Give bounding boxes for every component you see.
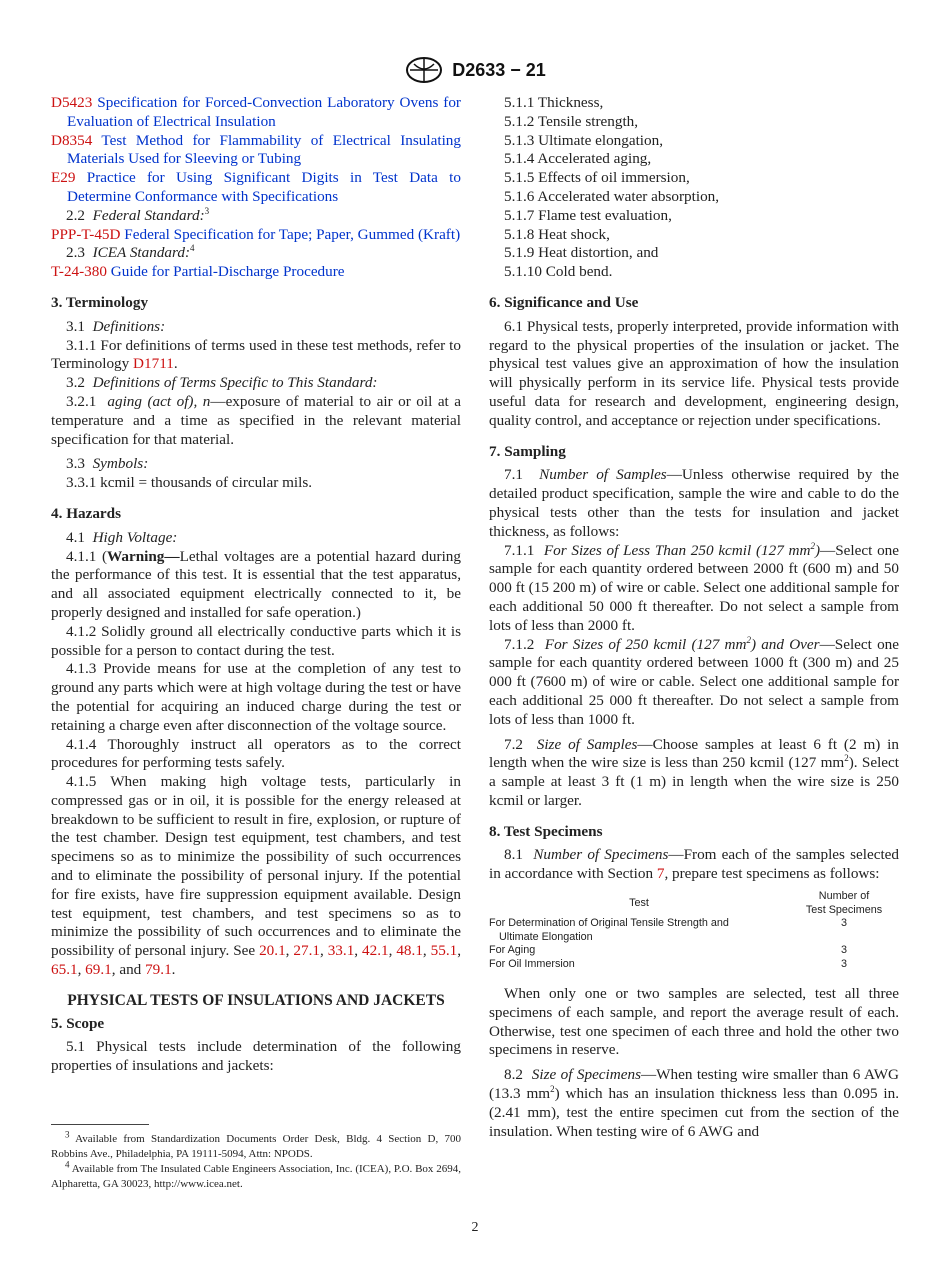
- scope-item: 5.1.6 Accelerated water absorption,: [504, 187, 720, 205]
- para-4-1-4: 4.1.4 Thoroughly instruct all operators as to the correct procedures for performing tests safely.: [51, 735, 461, 772]
- section-heading-test-specimens: 8. Test Specimens: [489, 822, 603, 840]
- xref-link[interactable]: 55.1: [430, 942, 458, 960]
- reference-e29: E29 Practice for Using Significant Digits in Test Data to Determine Conformance with Specifications: [51, 169, 461, 205]
- xref-link-section-7[interactable]: 7: [656, 865, 665, 883]
- para-8-2: 8.2 Size of Specimens—When testing wire smaller than 6 AWG (13.3 $mm^2$) which has an insulation thickness less than 0.095 in. (2.41 mm), test the entire specimen cut from the section of the insulation. When testing wire of 6 AWG and: [489, 1066, 899, 1140]
- specimen-table: [489, 890, 899, 971]
- xref-link[interactable]: 33.1: [327, 942, 355, 960]
- reference-code[interactable]: PPP-T-45D: [51, 225, 121, 243]
- astm-logo-icon: [404, 56, 444, 84]
- para-3-2-1: 3.2.1 aging (act of), n—exposure of material to air or oil at a temperature and a time as specified in the relevant material specification for that material.: [51, 392, 462, 448]
- page-number: 2: [471, 1220, 479, 1235]
- xref-link[interactable]: 48.1: [396, 942, 423, 960]
- link-d1711[interactable]: D1711: [133, 355, 174, 373]
- para-5-1: 5.1 Physical tests include determination of the following properties of insulations and jackets:: [51, 1038, 461, 1075]
- table-header-row: [489, 890, 899, 917]
- table-row: For Oil Immersion 3: [489, 957, 847, 970]
- para-7-1-1: 7.1.1 For Sizes of Less Than 250 kcmil (127 $mm^2)—Select$ one sample for each quantity ordered between 2000 ft (600 m) and 50 000 ft (15 200 m) of wire or cable. Select one additional sample for each additional 50 000 ft thereafter. Do not select a sample from lots of less than 2000 ft.: [489, 540, 899, 634]
- physical-tests-heading: PHYSICAL TESTS OF INSULATIONS AND JACKETS: [67, 991, 445, 1009]
- para-4-1-3: 4.1.3 Provide means for use at the completion of any test to ground any parts which were at high voltage during the test or have the potential for acquiring an induced charge during the test or retaining a charge even after disconnection of the voltage source.: [51, 660, 461, 734]
- table-row: For Aging 3: [489, 944, 847, 957]
- scope-item: 5.1.8 Heat shock,: [504, 225, 610, 243]
- federal-standard-heading: 2.2 Federal Standard:$^3$: [66, 205, 210, 224]
- xref-link[interactable]: 79.1: [145, 961, 172, 979]
- section-heading-significance: 6. Significance and Use: [489, 293, 639, 311]
- reference-code[interactable]: D5423: [51, 94, 93, 111]
- document-id: D2633 − 21: [452, 59, 546, 80]
- table-row: For Determination of Original Tensile Strength and Ultimate Elongation 3: [489, 917, 847, 943]
- table-header-test: Test: [629, 896, 649, 909]
- para-4-1-1: 4.1.1 (Warning—Lethal voltages are a potential hazard during the performance of this test. It is essential that the test apparatus, and all associated equipment electrically connected to it, be properly designed and installed for safe operation.): [51, 547, 461, 621]
- para-3-2: 3.2 Definitions of Terms Specific to This Standard:: [66, 374, 378, 392]
- footnotes: [51, 1129, 461, 1192]
- para-3-1: 3.1 Definitions:: [66, 317, 166, 335]
- footnote-4: $^4$ Available from The Insulated Cable Engineers Association, Inc. (ICEA), P.O. Box 2694, Alpharetta, GA 30023, http://www.icea.net.: [51, 1159, 461, 1190]
- section-heading-terminology: 3. Terminology: [51, 293, 149, 311]
- page-header: [0, 56, 950, 84]
- para-7-2: 7.2 Size of Samples—Choose samples at least 6 ft (2 m) in length when the wire size is less than 250 kcmil (127 $mm^2$). Select a sample at least 3 ft (1 m) in length when the wire size is 250 kcmil or larger.: [489, 735, 900, 809]
- scope-item: 5.1.5 Effects of oil immersion,: [504, 169, 690, 187]
- para-8-1-continued: When only one or two samples are selected, test all three specimens of each sample, and report the average result of each. Otherwise, test one specimen of each three and hold the other two specimens in reserve.: [489, 985, 899, 1059]
- reference-code[interactable]: E29: [51, 169, 76, 187]
- scope-item: 5.1.4 Accelerated aging,: [504, 150, 652, 168]
- left-column: [51, 94, 461, 1076]
- reference-code[interactable]: T-24-380: [51, 263, 107, 281]
- scope-item: 5.1.3 Ultimate elongation,: [504, 131, 664, 149]
- para-6-1: 6.1 Physical tests, properly interpreted, provide information with regard to the physical properties of the insulation or jacket. The physical test values give an approximation of how the insulation will physically perform in its service life. Physical tests provide useful data for research and development, engineering design, quality control, and acceptance or rejection under specifications.: [489, 317, 899, 429]
- table-header-count: Number of Test Specimens: [805, 890, 883, 916]
- scope-item: 5.1.2 Tensile strength,: [504, 112, 639, 130]
- xref-link[interactable]: 20.1: [259, 942, 286, 960]
- footnote-divider: [51, 1124, 149, 1125]
- reference-code[interactable]: D8354: [51, 131, 93, 149]
- section-heading-sampling: 7. Sampling: [489, 442, 566, 460]
- reference-d5423: D5423 Specification for Forced-Convection Laboratory Ovens for Evaluation of Electrical Insulation: [51, 94, 461, 130]
- section-heading-hazards: 4. Hazards: [51, 504, 122, 522]
- scope-item: 5.1.10 Cold bend.: [504, 263, 613, 281]
- reference-t-24-380: T-24-380 Guide for Partial-Discharge Procedure: [51, 263, 345, 281]
- para-7-1: 7.1 Number of Samples—Unless otherwise required by the detailed product specification, sample the wire and cable to do the physical tests other than the tests for insulation and jacket thickness, as follows:: [489, 466, 900, 540]
- xref-link[interactable]: 27.1: [293, 942, 320, 960]
- para-4-1-5: 4.1.5 When making high voltage tests, particularly in compressed gas or in oil, it is possible for the energy released at breakdown to be sufficient to result in fire, explosion, or rupture of the test chamber. Design test equipment, test chambers, and test specimens so as to minimize the possibility of such occurrences and to eliminate the possibility of personal injury. If the potential for fire exists, have fire suppression equipment available. Design test equipment, test chambers, and test specimens so as to minimize the possibility of such occurrences and to eliminate the possibility of personal injury. See 20.1, 27.1, 33.1, 42.1, 48.1, 55.1, 65.1, 69.1, and 79.1.: [51, 773, 462, 979]
- scope-item: 5.1.9 Heat distortion, and: [504, 244, 659, 262]
- right-column: [489, 94, 899, 1141]
- para-3-1-1: 3.1.1 For definitions of terms used in these test methods, refer to Terminology D1711.: [51, 336, 461, 373]
- para-3-3-1: 3.3.1 kcmil = thousands of circular mils.: [66, 474, 313, 492]
- section-heading-scope: 5. Scope: [51, 1014, 105, 1032]
- scope-item: 5.1.7 Flame test evaluation,: [504, 206, 672, 224]
- xref-link[interactable]: 65.1: [51, 961, 78, 979]
- para-3-3: 3.3 Symbols:: [66, 455, 149, 473]
- para-4-1-2: 4.1.2 Solidly ground all electrically conductive parts which it is possible for a person to contact during the test.: [51, 622, 461, 659]
- xref-link[interactable]: 69.1: [85, 961, 112, 979]
- footnote-3: $^3$ Available from Standardization Documents Order Desk, Bldg. 4 Section D, 700 Robbins Ave., Philadelphia, PA 19111-5094, Attn: NPODS.: [51, 1129, 461, 1160]
- reference-d8354: D8354 Test Method for Flammability of Electrical Insulating Materials Used for Sleeving or Tubing: [51, 131, 461, 168]
- reference-ppp-t-45d: PPP-T-45D Federal Specification for Tape; Paper, Gummed (Kraft): [51, 225, 461, 243]
- para-7-1-2: 7.1.2 For Sizes of 250 kcmil (127 $mm^2$) and Over—Select one sample for each quantity ordered between 1000 ft (300 m) and 25 000 ft (7600 m) of wire or cable. Select one additional sample for each additional 25 000 ft thereafter. Do not select a sample from lots of less than 1000 ft.: [489, 634, 900, 728]
- scope-item: 5.1.1 Thickness,: [504, 94, 604, 111]
- para-8-1: 8.1 Number of Specimens—From each of the samples selected in accordance with Section 7, prepare test specimens as follows:: [489, 846, 899, 883]
- xref-link[interactable]: 42.1: [362, 942, 389, 960]
- icea-standard-heading: 2.3 ICEA Standard:$^4$: [66, 243, 195, 262]
- para-4-1: 4.1 High Voltage:: [66, 528, 178, 546]
